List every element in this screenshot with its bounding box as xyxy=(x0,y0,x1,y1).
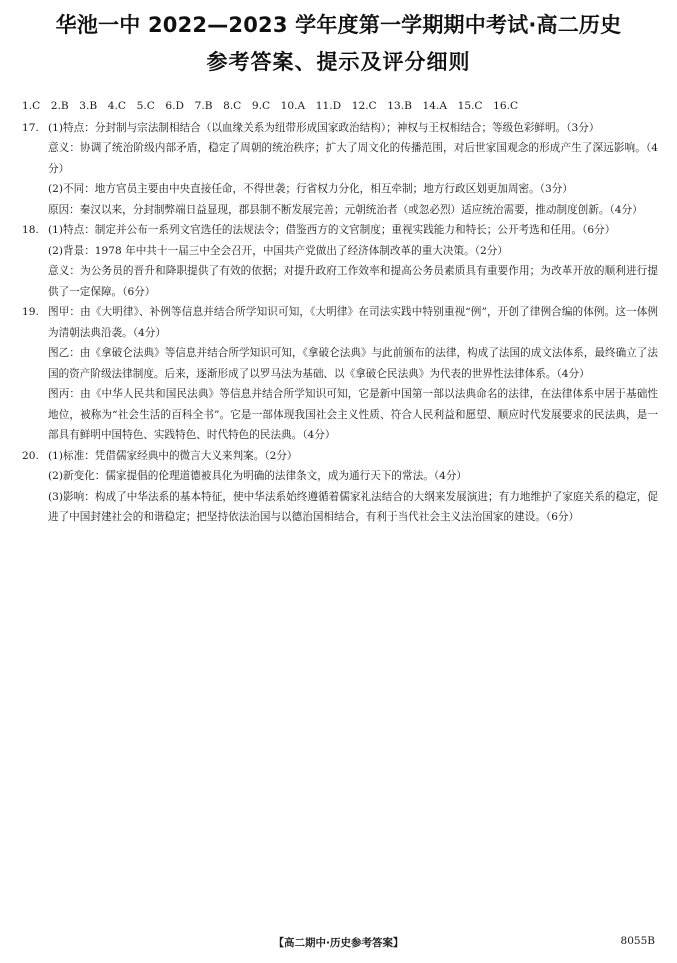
answer-paragraph: 图乙：由《拿破仑法典》等信息并结合所学知识可知，《拿破仑法典》与此前颁布的法律，构成了法国的成文法体系，最终确立了法国的资产阶级法律制度。后来，逐渐形成了以罗马法为基础、以《拿破仑民法典》为代表的世界性法律体系。（4分） xyxy=(48,347,658,380)
question-number: 17. xyxy=(22,121,39,134)
answer-paragraph: (2)背景：1978 年中共十一届三中全会召开，中国共产党做出了经济体制改革的重大决策。（2分） xyxy=(48,244,508,257)
answer-paragraph: (1)标准：凭借儒家经典中的微言大义来判案。（2分） xyxy=(48,449,298,462)
question-19 xyxy=(22,302,658,446)
page-footer-label: 【高二期中·历史参考答案】 xyxy=(273,937,404,949)
multiple-choice-answers: 1.C 2.B 3.B 4.C 5.C 6.D 7.B 8.C 9.C 10.A 11.D 12.C 13.B 14.A 15.C 16.C xyxy=(22,100,519,112)
answer-paragraph: (1)特点：分封制与宗法制相结合（以血缘关系为纽带形成国家政治结构）；神权与王权相结合；等级色彩鲜明。（3分） xyxy=(48,121,600,134)
page-subtitle: 参考答案、提示及评分细则 xyxy=(206,50,471,74)
answer-content xyxy=(22,96,658,528)
answer-paragraph: (2)新变化：儒家提倡的伦理道德被具化为明确的法律条文，成为通行天下的常法。（4分） xyxy=(48,470,468,482)
answer-paragraph: (1)特点：制定并公布一系列文官选任的法规法令；借鉴西方的文官制度；重视实践能力和特长；公开考选和任用。（6分） xyxy=(48,224,616,236)
answer-paragraph: 意义：协调了统治阶级内部矛盾，稳定了周朝的统治秩序；扩大了周文化的传播范围，对后世家国观念的形成产生了深远影响。（4分） xyxy=(48,142,658,175)
answer-paragraph: 图丙：由《中华人民共和国民法典》等信息并结合所学知识可知，它是新中国第一部以法典命名的法律，在法律体系中居于基础性地位，被称为“社会生活的百科全书”。它是一部体现我国社会主义性质、符合人民利益和愿望、顺应时代发展要求的民法典，是一部具有鲜明中国特色、实践特色、时代特色的民法典。（4分） xyxy=(48,388,658,441)
answer-paragraph: 图甲：由《大明律》、补例等信息并结合所学知识可知，《大明律》在司法实践中特别重视“例”，开创了律例合编的体例。这一体例为清朝法典沿袭。（4分） xyxy=(48,306,658,339)
answer-paragraph: (2)不同：地方官员主要由中央直接任命，不得世袭；行省权力分化，相互牵制；地方行政区划更加周密。（3分） xyxy=(48,183,573,195)
question-number: 19. xyxy=(22,306,39,318)
question-number: 20. xyxy=(22,449,39,462)
question-18 xyxy=(22,220,658,302)
document-code: 8055B xyxy=(620,935,655,947)
question-17 xyxy=(22,118,658,221)
answer-paragraph: 原因：秦汉以来，分封制弊端日益显现，郡县制不断发展完善；元朝统治者（或忽必烈）适应统治需要，推动制度创新。（4分） xyxy=(48,203,643,216)
answer-paragraph: 意义：为公务员的晋升和降职提供了有效的依据；对提升政府工作效率和提高公务员素质具有重要作用；为改革开放的顺利进行提供了一定保障。（6分） xyxy=(48,265,658,298)
question-20 xyxy=(22,446,658,528)
answer-paragraph: (3)影响：构成了中华法系的基本特征，使中华法系始终遵循着儒家礼法结合的大纲来发展演进；有力地维护了家庭关系的稳定，促进了中国封建社会的和谐稳定；把坚持依法治国与以德治国相结合，有利于当代社会主义法治国家的建设。（6分） xyxy=(48,490,658,523)
question-number: 18. xyxy=(22,224,39,236)
page-title: 华池一中 2022—2023 学年度第一学期期中考试·高二历史 xyxy=(55,13,622,37)
